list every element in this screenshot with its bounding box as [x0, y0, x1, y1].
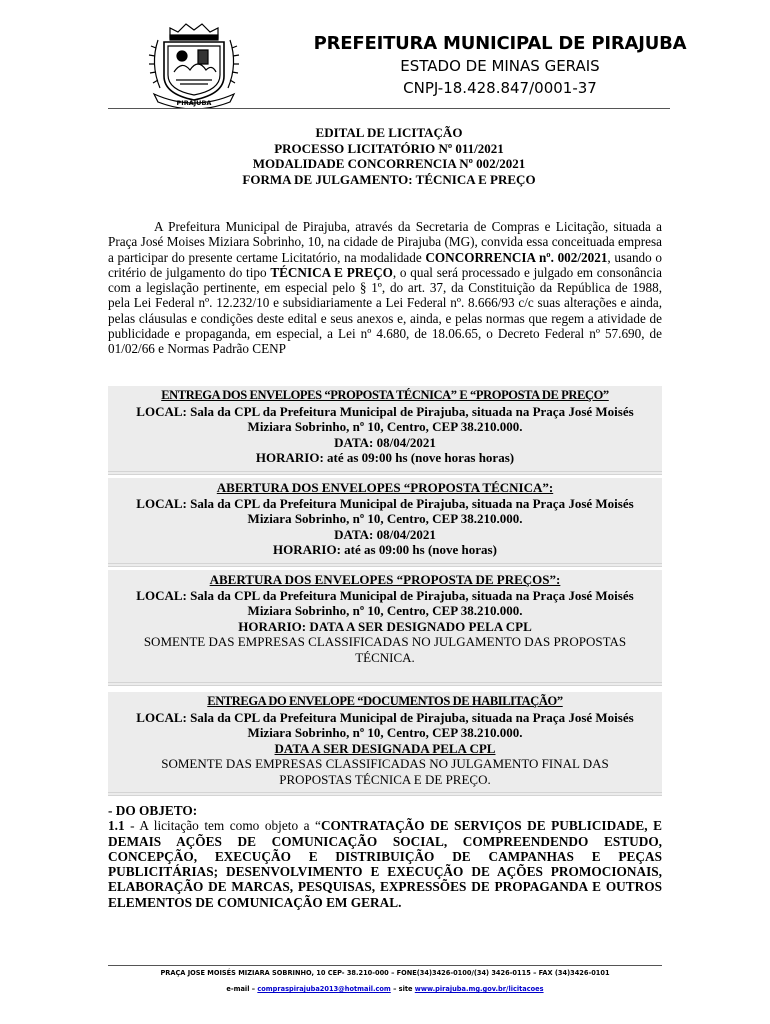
footer-email-link[interactable]: compraspirajuba2013@hotmail.com — [257, 985, 391, 993]
box2-horario: HORARIO: até as 09:00 hs (nove horas) — [273, 542, 497, 557]
municipal-coat-of-arms-logo — [146, 20, 242, 108]
intro-paragraph — [108, 219, 662, 357]
box1-title: ENTREGA DOS ENVELOPES “PROPOSTA TÉCNICA” E “PROPOSTA DE PREÇO” — [161, 388, 609, 402]
edital-line-3: MODALIDADE CONCORRENCIA Nº 002/2021 — [252, 156, 526, 171]
footer-email-label: e-mail – — [226, 985, 258, 993]
objeto-section — [108, 803, 662, 910]
footer-site-link[interactable]: www.pirajuba.mg.gov.br/licitacoes — [414, 985, 544, 993]
box2-data: DATA: 08/04/2021 — [334, 526, 436, 542]
box4-title: ENTREGA DO ENVELOPE “DOCUMENTOS DE HABILITAÇÃO” — [207, 694, 563, 708]
header-state: ESTADO DE MINAS GERAIS — [400, 57, 600, 75]
edital-line-1: EDITAL DE LICITAÇÃO — [315, 125, 463, 140]
footer-address: PRAÇA JOSE MOISÉS MIZIARA SOBRINHO, 10 CEP- 38.210-000 – FONE(34)3426-0100/(34) 3426-0115 – FAX (34)3426-0101 — [160, 969, 610, 977]
intro-text-1: A Prefeitura Municipal de Pirajuba, através da Secretaria de Compras e Licitação, situada a Praça José Moises Miziara Sobrinho, 10, na cidade de Pirajuba (MG), convida essa conceituada empresa a participar do presente certame Licitatório, na modalidade — [108, 219, 662, 265]
header-divider — [108, 108, 670, 109]
edital-line-2: PROCESSO LICITATÓRIO Nº 011/2021 — [274, 140, 504, 156]
box1-horario: HORARIO: até as 09:00 hs (nove horas horas) — [255, 450, 515, 465]
objeto-body: CONTRATAÇÃO DE SERVIÇOS DE PUBLICIDADE, E DEMAIS AÇÕES DE COMUNICAÇÃO SOCIAL, COMPREENDENDO ESTUDO, CONCEPÇÃO, EXECUÇÃO E DISTRIBUIÇÃO DE CAMPANHAS E PEÇAS PUBLICITÁRIAS; DESENVOLVIMENTO E EXECUÇÃO DE AÇÕES PROMOCIONAIS, ELABORAÇÃO DE MARCAS, PESQUISAS, EXPRESSÕES DE PROPAGANDA E OUTROS ELEMENTOS DE COMUNICAÇÃO EM GERAL. — [108, 818, 662, 910]
edital-titles — [108, 125, 670, 187]
box1-data: DATA: 08/04/2021 — [334, 434, 436, 450]
box4-data: DATA A SER DESIGNADA PELA CPL — [274, 740, 496, 756]
box1-local-1: LOCAL: Sala da CPL da Prefeitura Municipal de Pirajuba, situada na Praça José Moisés — [136, 403, 634, 419]
intro-bold-modalidade: CONCORRENCIA nº. 002/2021 — [425, 249, 608, 265]
objeto-heading: - DO OBJETO: — [108, 803, 198, 818]
intro-bold-tipo: TÉCNICA E PREÇO — [270, 264, 393, 280]
header-title: PREFEITURA MUNICIPAL DE PIRAJUBA — [313, 33, 687, 54]
box3-local-1: LOCAL: Sala da CPL da Prefeitura Municipal de Pirajuba, situada na Praça José Moisés — [136, 587, 634, 603]
box-abertura-precos — [108, 570, 662, 686]
box3-title: ABERTURA DOS ENVELOPES “PROPOSTA DE PREÇOS”: — [209, 572, 561, 587]
box3-local-2: Miziara Sobrinho, nº 10, Centro, CEP 38.210.000. — [247, 603, 523, 618]
box2-local-2: Miziara Sobrinho, nº 10, Centro, CEP 38.210.000. — [247, 511, 523, 526]
box2-local-1: LOCAL: Sala da CPL da Prefeitura Municipal de Pirajuba, situada na Praça José Moisés — [136, 495, 634, 511]
logo-ribbon-text: PIRAJUBA — [176, 99, 212, 107]
box3-horario: HORARIO: DATA A SER DESIGNADO PELA CPL — [238, 618, 532, 634]
box4-local-2: Miziara Sobrinho, nº 10, Centro, CEP 38.210.000. — [247, 725, 523, 740]
box-entrega-propostas — [108, 386, 662, 475]
box3-note-1: SOMENTE DAS EMPRESAS CLASSIFICADAS NO JULGAMENTO DAS PROPOSTAS — [143, 634, 627, 649]
footer-site-label: – site — [390, 985, 415, 993]
box1-local-2: Miziara Sobrinho, nº 10, Centro, CEP 38.210.000. — [247, 419, 523, 434]
objeto-text — [108, 818, 662, 910]
objeto-lead: - A licitação tem como objeto a “ — [124, 818, 321, 834]
box4-note-1: SOMENTE DAS EMPRESAS CLASSIFICADAS NO JULGAMENTO FINAL DAS — [161, 756, 609, 771]
box-abertura-tecnica — [108, 478, 662, 567]
intro-text-2: , usando o critério de julgamento do tipo — [108, 249, 662, 280]
intro-text-3: , o qual será processado e julgado em consonância com a legislação pertinente, em especial pelo § 1º, do art. 37, da Constituição da República de 1988, pela Lei Federal nº. 12.232/10 e subsidiariamente a Lei Federal nº. 8.666/93 c/c suas alterações e ainda, pelas cláusulas e condições deste edital e seus anexos e, ainda, e pelas normas que regem a atividade de publicidade e propaganda, em especial, a Lei nº 4.680, de 18.06.65, o Decreto Federal nº 57.690, de 01/02/66 e Normas Padrão CENP — [108, 264, 662, 357]
header-cnpj: CNPJ-18.428.847/0001-37 — [403, 79, 597, 97]
footer-contact — [108, 985, 662, 993]
box-entrega-habilitacao — [108, 692, 662, 796]
box4-note-2: PROPOSTAS TÉCNICA E DE PREÇO. — [279, 771, 491, 787]
objeto-num: 1.1 — [108, 818, 125, 834]
edital-line-4: FORMA DE JULGAMENTO: TÉCNICA E PREÇO — [242, 171, 536, 187]
box2-title: ABERTURA DOS ENVELOPES “PROPOSTA TÉCNICA”: — [216, 480, 554, 495]
box4-local-1: LOCAL: Sala da CPL da Prefeitura Municipal de Pirajuba, situada na Praça José Moisés — [136, 709, 634, 725]
box3-note-2: TÉCNICA. — [355, 649, 415, 665]
footer-divider — [108, 965, 662, 966]
